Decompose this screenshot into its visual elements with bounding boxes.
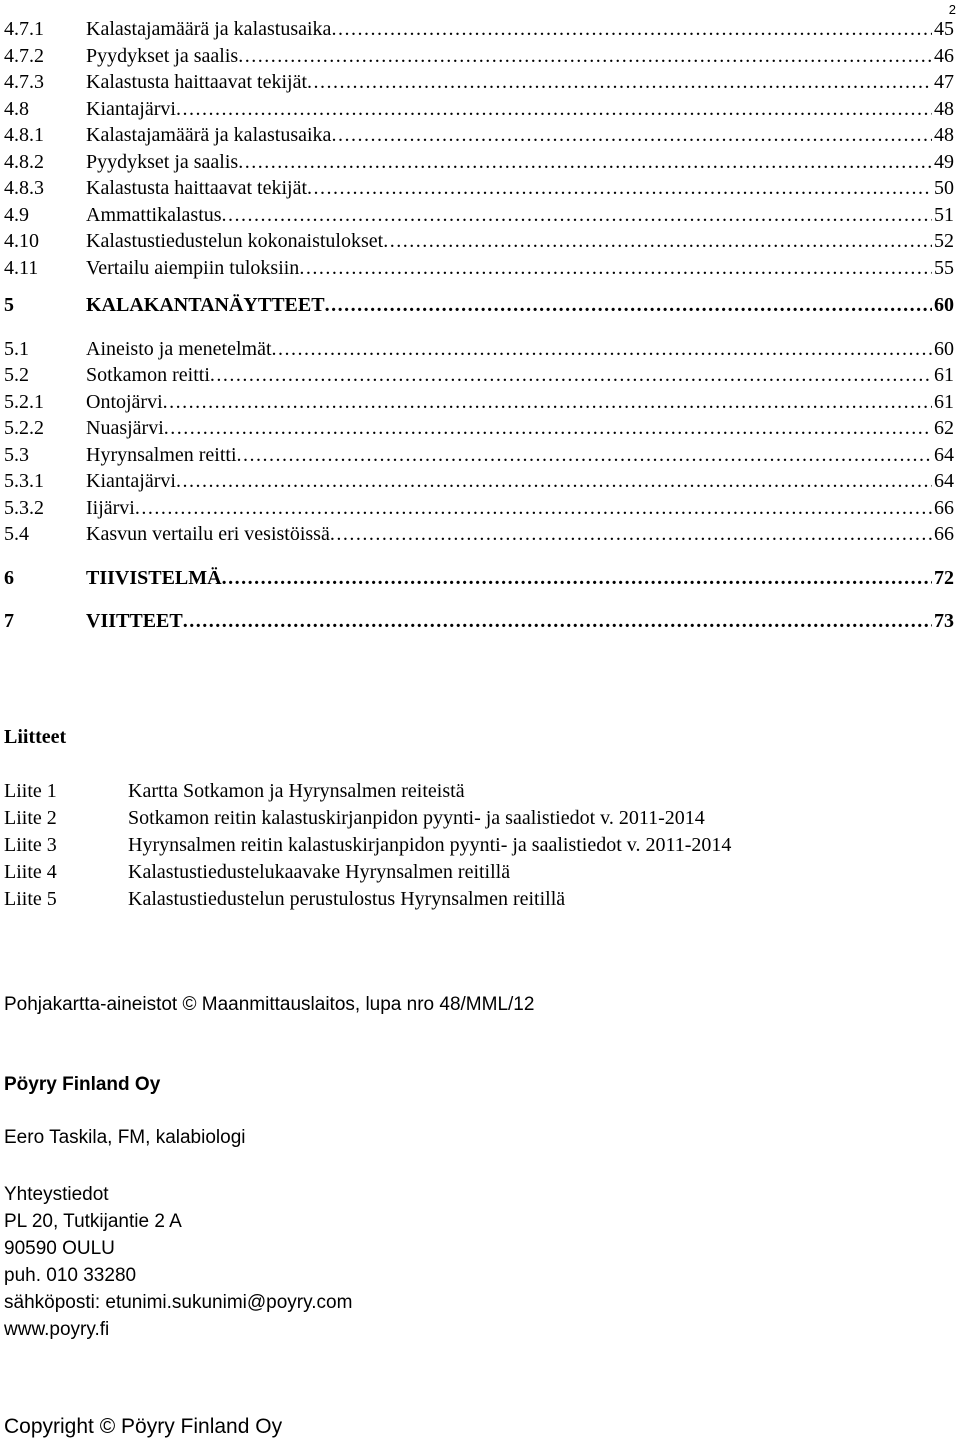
toc-entry-number: 4.11 xyxy=(4,256,39,279)
liite-item xyxy=(4,832,954,859)
liitteet-heading: Liitteet xyxy=(4,726,67,748)
toc-entry[interactable] xyxy=(4,175,954,202)
toc-entry-title: Kasvun vertailu eri vesistöissä xyxy=(86,523,330,545)
toc-entry[interactable] xyxy=(4,228,954,255)
toc-entry-number: 4.7.1 xyxy=(4,18,44,40)
toc-entry-page: 66 xyxy=(934,496,954,519)
toc-entry-title: Hyrynsalmen reitti xyxy=(86,443,237,466)
toc-entry-page: 45 xyxy=(934,18,954,40)
toc-entry[interactable] xyxy=(4,608,954,635)
toc-dot-leader xyxy=(222,202,932,229)
toc-entry-title: Iijärvi xyxy=(86,496,135,519)
toc-entry-number: 7 xyxy=(4,610,14,632)
toc-entry-number: 5.3.1 xyxy=(4,470,44,492)
page-number: 2 xyxy=(948,2,956,17)
liite-description: Kartta Sotkamon ja Hyrynsalmen reiteistä xyxy=(128,780,465,802)
toc-dot-leader xyxy=(325,292,932,319)
toc-dot-leader xyxy=(238,149,932,176)
contact-heading: Yhteystiedot xyxy=(4,1184,109,1205)
toc-entry-title: Sotkamon reitti xyxy=(86,364,210,386)
contact-block xyxy=(4,1181,352,1343)
toc-entry[interactable] xyxy=(4,442,954,469)
toc-entry-page: 60 xyxy=(934,337,954,360)
toc-entry-page: 64 xyxy=(934,443,954,466)
company-name: Pöyry Finland Oy xyxy=(4,1074,161,1095)
liite-description: Kalastustiedustelukaavake Hyrynsalmen reitillä xyxy=(128,861,511,883)
toc-entry-page: 60 xyxy=(934,294,954,316)
toc-entry[interactable] xyxy=(4,415,954,442)
toc-dot-leader xyxy=(238,43,932,70)
toc-entry-number: 4.8.3 xyxy=(4,177,44,199)
copyright-footer: Copyright © Pöyry Finland Oy xyxy=(4,1415,283,1438)
toc-entry-title: Ammattikalastus xyxy=(86,203,222,226)
toc-entry-page: 66 xyxy=(934,523,954,545)
toc-entry-page: 61 xyxy=(934,364,954,386)
liite-label: Liite 1 xyxy=(4,780,57,802)
toc-dot-leader xyxy=(176,468,932,495)
toc-entry-number: 5.2.2 xyxy=(4,417,44,439)
liite-description: Kalastustiedustelun perustulostus Hyrynsalmen reitillä xyxy=(128,888,566,910)
toc-dot-leader xyxy=(331,122,932,149)
toc-entry-page: 61 xyxy=(934,390,954,413)
toc-dot-leader xyxy=(330,521,932,548)
toc-entry-page: 46 xyxy=(934,44,954,67)
liite-item xyxy=(4,778,954,805)
toc-entry-page: 49 xyxy=(934,150,954,173)
toc-dot-leader xyxy=(237,442,932,469)
toc-entry-title: Pyydykset ja saalis xyxy=(86,150,239,173)
author-line: Eero Taskila, FM, kalabiologi xyxy=(4,1127,246,1148)
toc-entry-title: Nuasjärvi xyxy=(86,417,164,439)
toc-entry-title: Pyydykset ja saalis xyxy=(86,44,239,67)
liite-label: Liite 2 xyxy=(4,807,57,829)
toc-dot-leader xyxy=(307,69,932,96)
toc-entry-title: Kalastustiedustelun kokonaistulokset xyxy=(86,230,384,252)
toc-dot-leader xyxy=(164,415,932,442)
toc-entry-title: Kalastusta haittaavat tekijät xyxy=(86,177,308,199)
toc-entry[interactable] xyxy=(4,336,954,363)
toc-entry-number: 5.4 xyxy=(4,523,29,545)
toc-dot-leader xyxy=(383,228,932,255)
liitteet-list xyxy=(4,778,954,913)
toc-entry-number: 5.2 xyxy=(4,364,29,386)
toc-entry-page: 55 xyxy=(934,256,954,279)
toc-entry[interactable] xyxy=(4,521,954,548)
toc-entry-number: 4.8 xyxy=(4,97,29,120)
toc-entry[interactable] xyxy=(4,149,954,176)
toc-entry-title: Vertailu aiempiin tuloksiin xyxy=(86,256,300,279)
toc-entry-number: 4.7.3 xyxy=(4,71,44,93)
toc-entry[interactable] xyxy=(4,292,954,319)
toc-dot-leader xyxy=(183,608,932,635)
toc-dot-leader xyxy=(163,389,932,416)
toc-entry-number: 5.1 xyxy=(4,337,29,360)
toc-entry[interactable] xyxy=(4,389,954,416)
toc-entry-title: Kalastajamäärä ja kalastusaika xyxy=(86,18,332,40)
toc-entry-number: 4.8.1 xyxy=(4,124,44,146)
toc-entry-page: 73 xyxy=(934,610,954,632)
toc-dot-leader xyxy=(210,362,932,389)
toc-dot-leader xyxy=(222,565,932,592)
toc-entry-number: 4.8.2 xyxy=(4,150,44,173)
toc-entry-page: 48 xyxy=(934,97,954,120)
toc-entry-number: 5.2.1 xyxy=(4,390,44,413)
toc-entry-page: 64 xyxy=(934,470,954,492)
toc-entry[interactable] xyxy=(4,16,954,43)
toc-dot-leader xyxy=(331,16,932,43)
toc-entry[interactable] xyxy=(4,468,954,495)
liite-item xyxy=(4,859,954,886)
toc-entry-page: 62 xyxy=(934,417,954,439)
toc-entry-number: 5.3 xyxy=(4,443,29,466)
toc-entry-page: 48 xyxy=(934,124,954,146)
toc-entry[interactable] xyxy=(4,96,954,123)
toc-dot-leader xyxy=(307,175,932,202)
toc-entry[interactable] xyxy=(4,255,954,282)
basemap-note: Pohjakartta-aineistot © Maanmittauslaitos, lupa nro 48/MML/12 xyxy=(4,994,535,1015)
contact-website[interactable]: www.poyry.fi xyxy=(4,1319,110,1340)
toc-entry-title: Aineisto ja menetelmät xyxy=(86,337,272,360)
toc-dot-leader xyxy=(135,495,932,522)
toc-entry-title: Kiantajärvi xyxy=(86,97,176,120)
toc-entry-page: 52 xyxy=(934,230,954,252)
toc-dot-leader xyxy=(299,255,932,282)
liite-label: Liite 4 xyxy=(4,861,57,883)
toc-entry-page: 51 xyxy=(934,203,954,226)
toc-entry[interactable] xyxy=(4,202,954,229)
liite-item xyxy=(4,805,954,832)
liite-description: Hyrynsalmen reitin kalastuskirjanpidon pyynti- ja saalistiedot v. 2011-2014 xyxy=(128,834,732,856)
toc-entry[interactable] xyxy=(4,43,954,70)
toc-dot-leader xyxy=(272,336,933,363)
toc-entry-number: 5.3.2 xyxy=(4,496,44,519)
toc-entry-number: 4.7.2 xyxy=(4,44,44,67)
toc-entry[interactable] xyxy=(4,495,954,522)
toc-entry-title: TIIVISTELMÄ xyxy=(86,566,222,589)
toc-entry-number: 5 xyxy=(4,294,14,316)
liite-description: Sotkamon reitin kalastuskirjanpidon pyynti- ja saalistiedot v. 2011-2014 xyxy=(128,807,705,829)
liite-label: Liite 3 xyxy=(4,834,57,856)
toc-entry-number: 6 xyxy=(4,566,14,589)
table-of-contents xyxy=(4,16,954,652)
contact-phone: puh. 010 33280 xyxy=(4,1265,137,1286)
toc-entry[interactable] xyxy=(4,69,954,96)
toc-entry[interactable] xyxy=(4,362,954,389)
toc-entry-number: 4.10 xyxy=(4,230,39,252)
toc-entry[interactable] xyxy=(4,565,954,592)
toc-entry-title: Kalastusta haittaavat tekijät xyxy=(86,71,308,93)
toc-entry-page: 47 xyxy=(934,71,954,93)
toc-entry[interactable] xyxy=(4,122,954,149)
toc-dot-leader xyxy=(176,96,932,123)
toc-entry-title: Ontojärvi xyxy=(86,390,163,413)
toc-entry-title: KALAKANTANÄYTTEET xyxy=(86,294,325,316)
toc-entry-number: 4.9 xyxy=(4,203,29,226)
liite-label: Liite 5 xyxy=(4,888,57,910)
toc-entry-title: Kiantajärvi xyxy=(86,470,176,492)
liite-item xyxy=(4,886,954,913)
toc-entry-title: VIITTEET xyxy=(86,610,183,632)
contact-email[interactable]: sähköposti: etunimi.sukunimi@poyry.com xyxy=(4,1292,353,1313)
contact-address: PL 20, Tutkijantie 2 A xyxy=(4,1211,182,1232)
toc-entry-page: 72 xyxy=(934,566,954,589)
toc-entry-title: Kalastajamäärä ja kalastusaika xyxy=(86,124,332,146)
toc-entry-page: 50 xyxy=(934,177,954,199)
contact-postcode: 90590 OULU xyxy=(4,1238,115,1259)
